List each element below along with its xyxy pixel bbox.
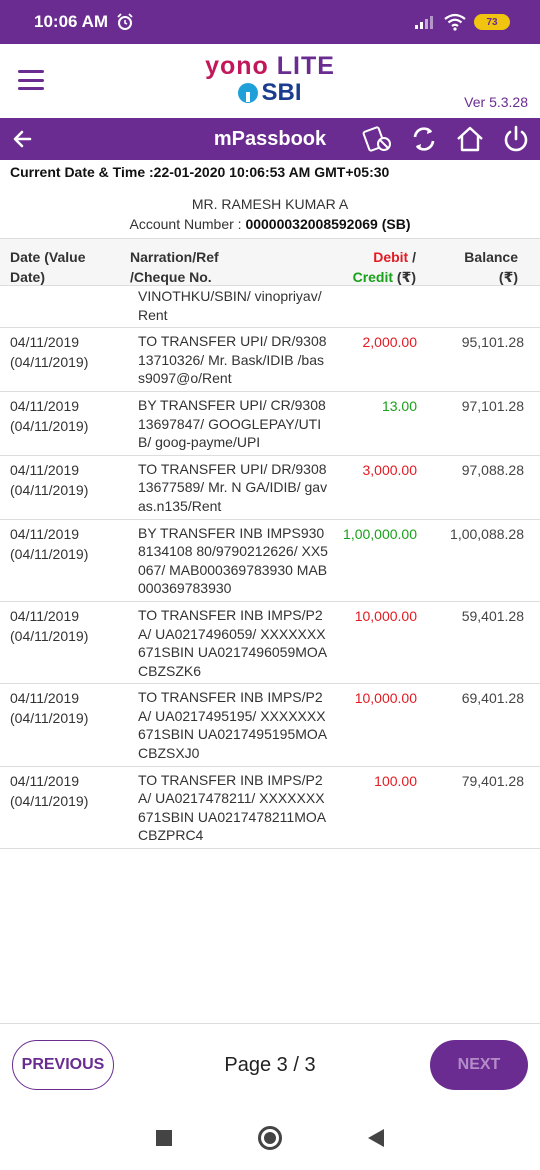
status-time: 10:06 AM	[34, 12, 109, 31]
toolbar-actions	[362, 123, 532, 155]
toolbar-title: mPassbook	[213, 128, 327, 150]
app-version: Ver 5.3.28	[464, 94, 528, 110]
row-narration: TO TRANSFER INB IMPS/P2A/ UA0217495195/ XXXXXXX671SBIN UA0217495195MOA CBZSXJ0	[138, 689, 327, 762]
header-balance: Balance (₹)	[464, 249, 518, 285]
table-row	[0, 520, 540, 602]
battery-level: 73	[486, 16, 498, 28]
sbi-logo-icon	[238, 83, 258, 103]
header-debit-credit: Debit / Credit (₹)	[352, 249, 416, 285]
row-date: 04/11/2019 (04/11/2019)	[10, 607, 89, 644]
row-date: 04/11/2019 (04/11/2019)	[10, 525, 89, 562]
row-narration: BY TRANSFER UPI/ CR/930813697847/ GOOGLEPAY/UTIB/ goog-payme/UPI	[138, 396, 326, 451]
logo-line-2	[0, 79, 540, 107]
status-bar	[0, 0, 540, 44]
header-date: Date (Value Date)	[10, 249, 86, 285]
home-nav-icon[interactable]	[258, 1126, 282, 1150]
row-amount: 2,000.00	[362, 334, 417, 351]
table-row	[0, 602, 540, 684]
logo-yono-text: yono	[205, 52, 269, 80]
row-date-cut	[10, 285, 88, 287]
refresh-icon[interactable]	[408, 123, 440, 155]
account-holder-name: MR. RAMESH KUMAR A	[191, 196, 349, 212]
app-header	[0, 44, 540, 118]
back-nav-icon[interactable]	[368, 1129, 384, 1147]
table-row	[0, 767, 540, 849]
battery-icon	[474, 14, 510, 30]
row-date: 04/11/2019 (04/11/2019)	[10, 334, 89, 371]
row-narration: TO TRANSFER INB IMPS/P2A/ UA0217496059/ XXXXXXX671SBIN UA0217496059MOA CBZSZK6	[138, 606, 327, 679]
table-row-partial	[0, 285, 540, 328]
home-icon[interactable]	[454, 123, 486, 155]
pagination-bar	[0, 1023, 540, 1105]
no-cash-icon[interactable]	[362, 123, 394, 155]
row-date: 04/11/2019 (04/11/2019)	[10, 397, 89, 434]
page-indicator: Page 3 / 3	[224, 1054, 316, 1076]
row-amount: 13.00	[381, 397, 417, 414]
row-balance: 95,101.28	[461, 334, 524, 351]
row-narration: VINOTHKU/SBIN/ vinopriyav/Rent	[138, 288, 322, 323]
row-amount: 1,00,000.00	[343, 525, 417, 542]
table-row	[0, 684, 540, 766]
system-nav-bar	[0, 1105, 540, 1170]
signal-icon	[414, 14, 436, 30]
current-datetime: Current Date & Time :22-01-2020 10:06:53 AM GMT+05:30	[10, 164, 390, 180]
header-narration: Narration/Ref /Cheque No.	[130, 249, 219, 285]
row-date: 04/11/2019 (04/11/2019)	[10, 461, 89, 498]
account-number-line	[0, 214, 540, 234]
recents-icon[interactable]	[156, 1130, 172, 1146]
account-number-label: Account Number :	[129, 216, 246, 232]
next-button[interactable]: NEXT	[430, 1040, 528, 1090]
logo-sbi-text: SBI	[261, 79, 302, 106]
table-row	[0, 456, 540, 520]
row-amount: 3,000.00	[362, 461, 417, 478]
yono-lite-sbi-logo	[0, 52, 540, 107]
wifi-icon	[444, 13, 466, 31]
power-icon[interactable]	[500, 123, 532, 155]
account-info	[0, 194, 540, 234]
toolbar	[0, 118, 540, 160]
logo-line-1	[0, 52, 540, 81]
row-amount: 10,000.00	[354, 690, 417, 707]
account-number: 00000032008592069 (SB)	[245, 216, 411, 232]
row-amount: 100.00	[374, 772, 417, 789]
row-narration: TO TRANSFER UPI/ DR/930813677589/ Mr. N GA/IDIB/ gavas.n135/Rent	[138, 460, 328, 514]
row-balance: 59,401.28	[461, 607, 524, 624]
status-icons	[414, 13, 510, 31]
row-narration: TO TRANSFER UPI/ DR/930813710326/ Mr. Bask/IDIB /bass9097@o/Rent	[138, 333, 327, 387]
table-row	[0, 392, 540, 456]
status-time-group	[34, 12, 134, 32]
row-narration: BY TRANSFER INB IMPS9308134108 80/9790212626/ XX5067/ MAB000369783930 MAB000369783930	[138, 524, 328, 597]
transactions-table-header	[0, 238, 540, 286]
row-balance: 1,00,088.28	[450, 525, 524, 542]
row-date: 04/11/2019 (04/11/2019)	[10, 772, 89, 809]
table-row	[0, 328, 540, 392]
row-date: 04/11/2019 (04/11/2019)	[10, 690, 89, 727]
row-balance: 69,401.28	[461, 690, 524, 707]
row-balance: 79,401.28	[461, 772, 524, 789]
logo-lite-text: LITE	[276, 52, 335, 80]
row-balance: 97,101.28	[461, 397, 524, 414]
row-narration: TO TRANSFER INB IMPS/P2A/ UA0217478211/ XXXXXXX671SBIN UA0217478211MOA CBZPRC4	[138, 771, 326, 844]
previous-button[interactable]: PREVIOUS	[12, 1040, 114, 1090]
alarm-icon	[116, 13, 134, 31]
row-amount: 10,000.00	[354, 607, 417, 624]
row-balance: 97,088.28	[461, 461, 524, 478]
transactions-list[interactable]	[0, 285, 540, 1023]
